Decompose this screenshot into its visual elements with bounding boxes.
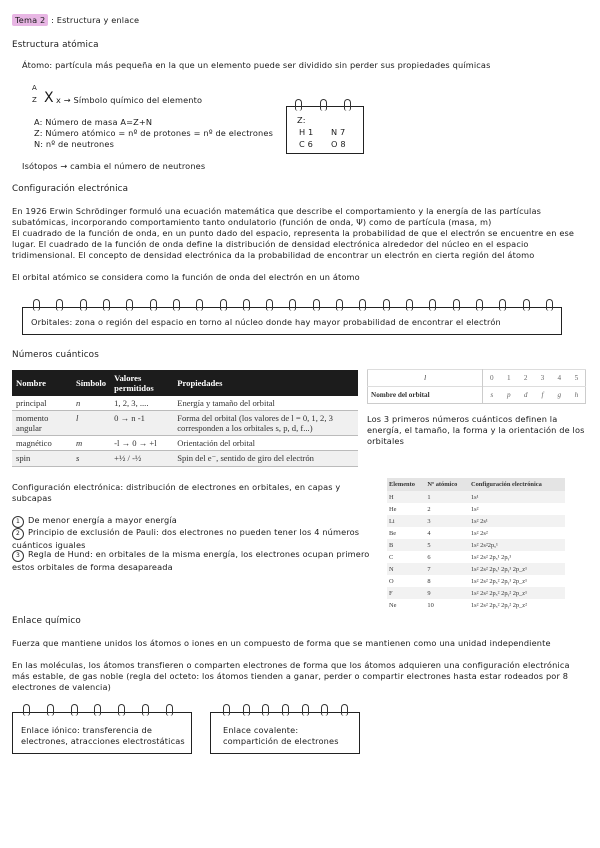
table-cell: +½ / -½ bbox=[110, 451, 173, 467]
electron-config-table bbox=[387, 478, 565, 611]
orbital-definition: El orbital atómico se considera como la función de onda del electrón en un átomo bbox=[12, 272, 360, 282]
table-row bbox=[12, 411, 358, 436]
rule-text: De menor energía a mayor energía bbox=[28, 515, 177, 525]
section-heading-quantum: Números cuánticos bbox=[12, 350, 99, 360]
page-header bbox=[12, 15, 139, 25]
schrodinger-paragraph: En 1926 Erwin Schrödinger formuló una ecuación matemática que describe el comportamiento y la energía de las partículas subatómicas, incorporando comportamiento tanto ondulatorio (función de onda, Ψ) como de partícula (masa, m) bbox=[12, 206, 542, 227]
table-cell: 0 bbox=[483, 370, 501, 387]
table-cell: g bbox=[551, 387, 568, 404]
table-cell: spin bbox=[12, 451, 72, 467]
table-row bbox=[12, 451, 358, 467]
rule-text: Principio de exclusión de Pauli: dos electrones no pueden tener los 4 números cuánticos iguales bbox=[12, 527, 360, 550]
rule-number: 3 bbox=[12, 550, 24, 562]
column-header: Valores permitidos bbox=[110, 370, 173, 396]
table-cell: 4 bbox=[427, 529, 431, 537]
section-heading-config: Configuración electrónica bbox=[12, 184, 129, 194]
table-cell: l bbox=[368, 370, 483, 387]
table-cell: 8 bbox=[427, 577, 431, 585]
table-row bbox=[387, 575, 565, 587]
quantum-note: Los 3 primeros números cuánticos definen la energía, el tamaño, la forma y la orientación de los orbitales bbox=[367, 414, 585, 446]
table-cell: 2 bbox=[517, 370, 534, 387]
rule-number: 2 bbox=[12, 528, 24, 540]
table-cell: 1s¹ bbox=[469, 491, 565, 503]
notation-symbol: X bbox=[44, 90, 54, 106]
topic-subtitle: : Estructura y enlace bbox=[51, 15, 140, 25]
table-cell: 1s² 2s² 2pₓ² 2pᵧ² 2p_z¹ bbox=[469, 587, 565, 599]
isotopes-note: Isótopos → cambia el número de neutrones bbox=[22, 161, 206, 171]
table-cell: 1s² bbox=[470, 505, 479, 513]
binder-rings bbox=[295, 99, 351, 111]
covalent-bond-text: Enlace covalente: compartición de electrones bbox=[223, 725, 339, 746]
table-cell: Forma del orbital (los valores de l = 0, 1, 2, 3 corresponden a los orbitales s, p, d, f...) bbox=[173, 411, 358, 436]
table-row bbox=[387, 551, 565, 563]
table-cell: 1s² 2s² 2pₓ¹ 2pᵧ¹ 2p_z¹ bbox=[469, 563, 565, 575]
table-row bbox=[387, 503, 565, 515]
notation-arrow-text: x → Símbolo químico del elemento bbox=[56, 95, 203, 105]
table-row bbox=[387, 599, 565, 611]
table-row bbox=[387, 491, 565, 503]
table-cell: l bbox=[72, 411, 110, 436]
table-cell: s bbox=[483, 387, 501, 404]
table-cell: Li bbox=[387, 515, 425, 527]
table-cell: 5 bbox=[568, 370, 586, 387]
table-cell: magnético bbox=[12, 436, 72, 451]
table-cell: momento angular bbox=[12, 411, 72, 436]
rule-text: Regla de Hund: en orbitales de la misma energía, los electrones ocupan primero estos orbitales de forma desapareada bbox=[12, 549, 370, 572]
table-row bbox=[368, 370, 586, 387]
table-header-row bbox=[387, 478, 565, 491]
octet-paragraph: En las moléculas, los átomos transfieren o comparten electrones de forma que los átomos adquieren una configuración electrónica más estable, de gas noble (regla del octeto: los átomos tienden a ganar, perder o compartir electrones hasta estar rodeados por 8 electrones de valencia) bbox=[12, 660, 570, 692]
binder-rings bbox=[23, 704, 173, 716]
table-cell: 0 → n -1 bbox=[110, 411, 173, 436]
table-cell: Be bbox=[389, 529, 397, 537]
table-header-row bbox=[12, 370, 358, 396]
notation-mass: A bbox=[32, 84, 37, 92]
table-cell: d bbox=[517, 387, 534, 404]
table-cell: 1s² 2s² bbox=[470, 529, 488, 537]
notation-atomic: Z bbox=[32, 96, 37, 104]
box-oxygen: O 8 bbox=[331, 139, 346, 149]
covalent-bond-note-box bbox=[210, 712, 360, 754]
section-heading-atomic: Estructura atómica bbox=[12, 40, 99, 50]
table-cell: H bbox=[387, 491, 425, 503]
table-cell: F bbox=[387, 587, 425, 599]
table-cell: 1s² 2s²2pₓ¹ bbox=[469, 539, 565, 551]
column-header: Elemento bbox=[387, 478, 425, 491]
table-cell: h bbox=[568, 387, 586, 404]
wavefunction-paragraph: El cuadrado de la función de onda, en un punto dado del espacio, representa la probabilidad de que el electrón se encuentre en ese lugar. El cuadrado de la función de onda define la distribución de densidad electrónica alrededor del núcleo en el espacio tridimensional. El concepto de densidad electrónica da la probabilidad de encontrar un electrón en cierta región del átomo bbox=[12, 228, 575, 260]
atomic-number-line: Z: Número atómico = nº de protones = nº de electrones bbox=[34, 128, 273, 138]
table-cell: principal bbox=[12, 396, 72, 411]
column-header: Símbolo bbox=[72, 370, 110, 396]
table-row bbox=[12, 396, 358, 411]
table-cell: Nombre del orbital bbox=[368, 387, 483, 404]
column-header: Configuración electrónica bbox=[469, 478, 565, 491]
orbitals-note-box bbox=[22, 307, 562, 335]
binder-rings bbox=[223, 704, 348, 716]
box-carbon: C 6 bbox=[299, 139, 313, 149]
table-cell: 1s² 2s² 2pₓ¹ 2pᵧ¹ bbox=[470, 553, 512, 561]
table-cell: -l → 0 → +l bbox=[110, 436, 173, 451]
orbital-letter-table bbox=[367, 369, 586, 404]
ionic-bond-note-box bbox=[12, 712, 192, 754]
box-nitrogen: N 7 bbox=[331, 127, 346, 137]
table-cell: 3 bbox=[425, 515, 469, 527]
rule-number: 1 bbox=[12, 516, 24, 528]
table-row bbox=[387, 539, 565, 551]
binder-rings bbox=[33, 299, 553, 311]
table-cell: 6 bbox=[427, 553, 431, 561]
table-cell: 3 bbox=[534, 370, 551, 387]
table-cell: He bbox=[389, 505, 397, 513]
table-row bbox=[387, 587, 565, 599]
bond-definition: Fuerza que mantiene unidos los átomos o iones en un compuesto de forma que se mantienen como una unidad independiente bbox=[12, 638, 551, 648]
quantum-numbers-table bbox=[12, 370, 358, 467]
box-row-label: Z: bbox=[297, 115, 306, 125]
config-definition: Configuración electrónica: distribución de electrones en orbitales, en capas y subcapas bbox=[12, 482, 341, 503]
table-cell: 1, 2, 3, .... bbox=[110, 396, 173, 411]
column-header: Propiedades bbox=[173, 370, 358, 396]
box-hydrogen: H 1 bbox=[299, 127, 314, 137]
table-cell: 1s² 2s² 2pₓ² 2pᵧ¹ 2p_z¹ bbox=[470, 577, 528, 585]
column-header: Nº atómico bbox=[425, 478, 469, 491]
table-cell: 7 bbox=[425, 563, 469, 575]
atomic-numbers-note-box bbox=[286, 106, 364, 154]
neutron-line: N: nº de neutrones bbox=[34, 139, 114, 149]
table-cell: Spin del e⁻, sentido de giro del electrón bbox=[173, 451, 358, 467]
table-cell: m bbox=[72, 436, 110, 451]
table-row bbox=[12, 436, 358, 451]
rule-item bbox=[12, 527, 372, 551]
table-row bbox=[368, 387, 586, 404]
table-cell: N bbox=[387, 563, 425, 575]
rule-item bbox=[12, 549, 372, 573]
table-cell: 4 bbox=[551, 370, 568, 387]
table-cell: 1s² 2s² 2pₓ² 2pᵧ² 2p_z² bbox=[470, 601, 528, 609]
table-cell: 10 bbox=[427, 601, 434, 609]
table-cell: Energía y tamaño del orbital bbox=[173, 396, 358, 411]
table-cell: 9 bbox=[425, 587, 469, 599]
table-cell: 1 bbox=[500, 370, 517, 387]
column-header: Nombre bbox=[12, 370, 72, 396]
orbitals-definition: Orbitales: zona o región del espacio en torno al núcleo donde hay mayor probabilidad de encontrar el electrón bbox=[31, 317, 501, 327]
table-cell: f bbox=[534, 387, 551, 404]
topic-title: Tema 2 bbox=[12, 14, 48, 26]
table-cell: C bbox=[389, 553, 394, 561]
section-heading-bond: Enlace químico bbox=[12, 616, 81, 626]
table-row bbox=[387, 515, 565, 527]
table-cell: 2 bbox=[427, 505, 431, 513]
table-cell: 5 bbox=[425, 539, 469, 551]
table-cell: 1 bbox=[425, 491, 469, 503]
table-cell: Ne bbox=[389, 601, 397, 609]
table-cell: p bbox=[500, 387, 517, 404]
table-cell: Orientación del orbital bbox=[173, 436, 358, 451]
ionic-bond-text: Enlace iónico: transferencia de electrones, atracciones electrostáticas bbox=[21, 725, 185, 746]
table-cell: s bbox=[72, 451, 110, 467]
table-row bbox=[387, 563, 565, 575]
table-cell: n bbox=[72, 396, 110, 411]
table-row bbox=[387, 527, 565, 539]
mass-number-line: A: Número de masa A=Z+N bbox=[34, 117, 153, 127]
atom-definition: Átomo: partícula más pequeña en la que un elemento puede ser dividido sin perder sus propiedades químicas bbox=[22, 60, 491, 70]
table-cell: 1s² 2s¹ bbox=[469, 515, 565, 527]
table-cell: B bbox=[387, 539, 425, 551]
table-cell: O bbox=[389, 577, 394, 585]
